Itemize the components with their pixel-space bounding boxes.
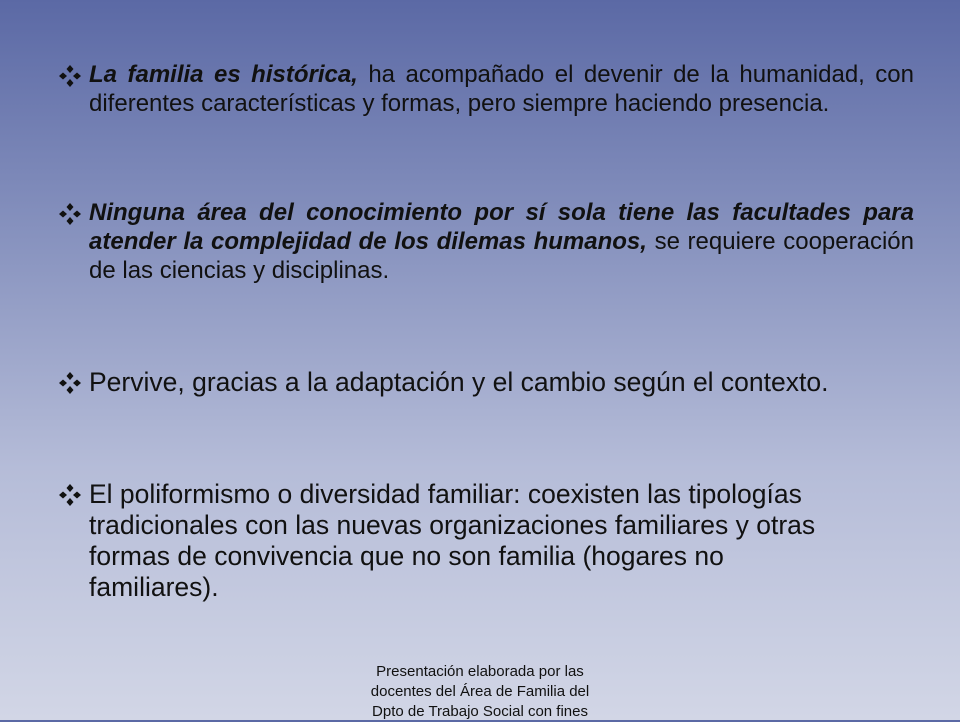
- four-diamond-bullet-icon: [58, 202, 82, 226]
- bullet-item-poliformismo: [58, 479, 914, 603]
- footer-line: Dpto de Trabajo Social con fines: [372, 703, 588, 720]
- bullet-emphasis: Ninguna área del conocimiento por sí sola tiene las facultades para atender la complejidad de los dilemas humanos,: [89, 199, 914, 255]
- bullet-body: se requiere cooperación de las ciencias y disciplinas.: [89, 228, 914, 284]
- footer-line: docentes del Área de Familia del: [370, 683, 590, 700]
- bullet-text: [89, 198, 914, 285]
- four-diamond-bullet-icon: [58, 64, 82, 88]
- bullet-emphasis: La familia es histórica,: [89, 61, 358, 88]
- bullet-body: ha acompañado el devenir de la humanidad, con diferentes características y formas, pero siempre haciendo presencia.: [89, 61, 915, 117]
- bullet-text: El poliformismo o diversidad familiar: coexisten las tipologías tradicionales con las nuevas organizaciones familiares y otras formas de convivencia que no son familia (hogares no familiares).: [89, 479, 816, 602]
- footer-credits: [340, 662, 620, 722]
- bullet-item-ninguna-area: [58, 198, 914, 285]
- four-diamond-bullet-icon: [58, 371, 82, 395]
- bullet-text: [89, 60, 914, 118]
- four-diamond-bullet-icon: [58, 483, 82, 507]
- footer-line: Presentación elaborada por las: [376, 663, 584, 680]
- bullet-text: Pervive, gracias a la adaptación y el cambio según el contexto.: [89, 367, 829, 397]
- bullet-item-pervive: [58, 367, 914, 398]
- bullet-item-familia-historica: [58, 60, 914, 118]
